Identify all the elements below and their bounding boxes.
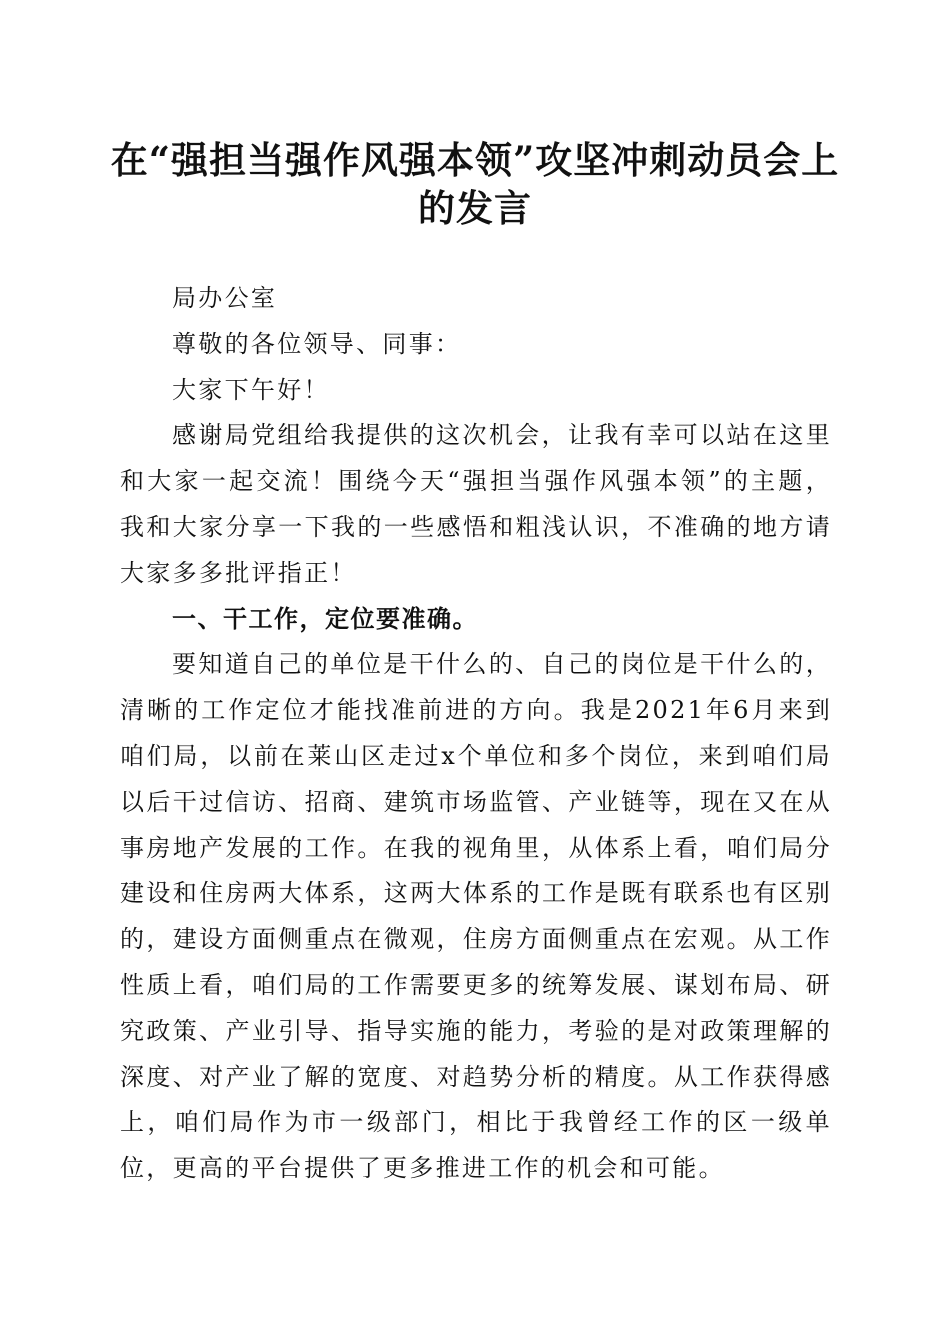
author-line: 局办公室 [172, 284, 278, 312]
document-title [110, 136, 840, 232]
section-1-paragraph: 要知道自己的单位是干什么的、自己的岗位是干什么的，清晰的工作定位才能找准前进的方向。我是2021年6月来到咱们局，以前在莱山区走过x个单位和多个岗位，来到咱们局以后干过信访、招商、建筑市场监管、产业链等，现在又在从事房地产发展的工作。在我的视角里，从体系上看，咱们局分建设和住房两大体系，这两大体系的工作是既有联系也有区别的，建设方面侧重点在微观，住房方面侧重点在宏观。从工作性质上看，咱们局的工作需要更多的统筹发展、谋划布局、研究政策、产业引导、指导实施的能力，考验的是对政策理解的深度、对产业了解的宽度、对趋势分析的精度。从工作获得感上，咱们局作为市一级部门，相比于我曾经工作的区一级单位，更高的平台提供了更多推进工作的机会和可能。 [120, 650, 832, 1183]
section-1-heading: 一、干工作，定位要准确。 [172, 604, 478, 633]
document-body [120, 276, 832, 1192]
salutation: 尊敬的各位领导、同事： [172, 329, 462, 358]
greeting: 大家下午好！ [172, 375, 330, 404]
intro-paragraph: 感谢局党组给我提供的这次机会，让我有幸可以站在这里和大家一起交流！围绕今天“强担当强作风强本领”的主题，我和大家分享一下我的一些感悟和粗浅认识，不准确的地方请大家多多批评指正！ [120, 421, 832, 587]
title-line-1: 在“强担当强作风强本领”攻坚冲刺动员会上 [110, 138, 840, 182]
title-line-2: 的发言 [418, 186, 532, 230]
